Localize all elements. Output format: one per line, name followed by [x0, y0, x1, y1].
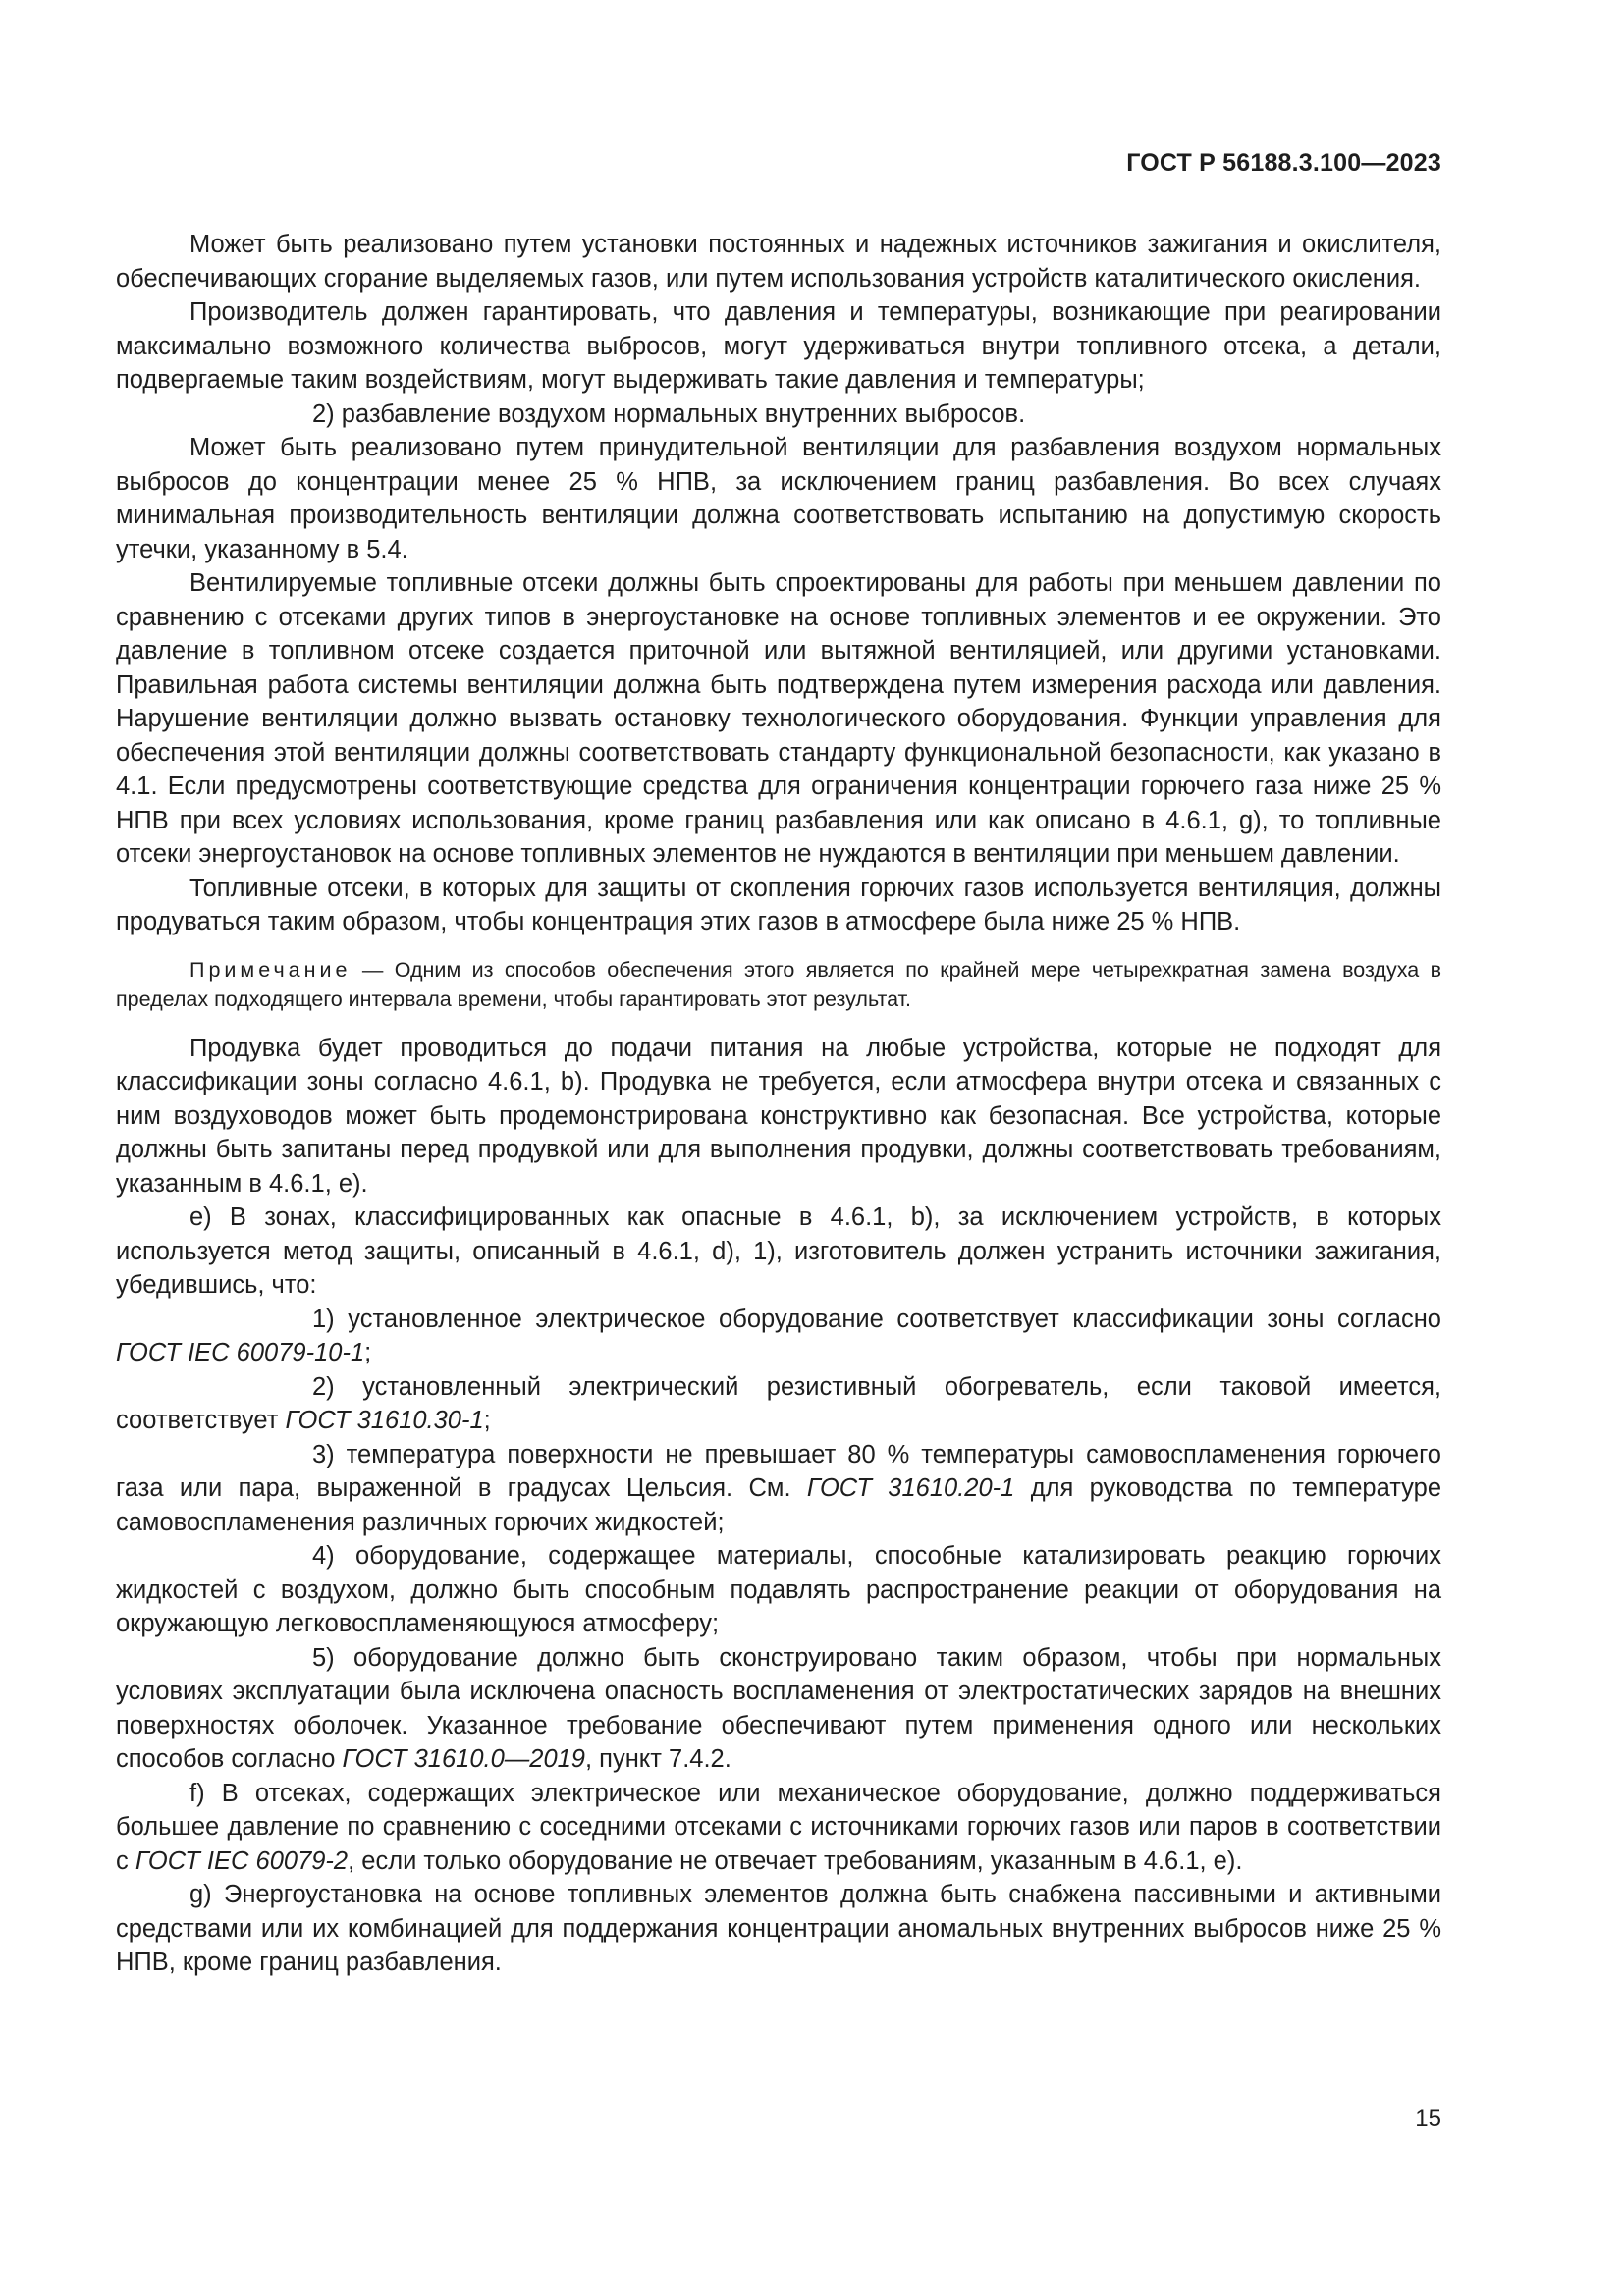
list-item — [116, 1303, 1441, 1370]
paragraph: е) В зонах, классифицированных как опасные в 4.6.1, b), за исключением устройств, в которых используется метод защиты, описанный в 4.6.1, d), 1), изготовитель должен устранить источники зажигания, убедившись, что: — [116, 1203, 1441, 1299]
list-item-text: 3) температура поверхности не превышает 80 % температуры самовоспламенения горючего газа или пара, выраженной в градусах Цельсия. См. — [116, 1440, 1441, 1502]
standard-reference: ГОСТ 31610.20-1 — [806, 1474, 1015, 1502]
page-number: 15 — [1415, 2106, 1441, 2132]
paragraph: Продувка будет проводиться до подачи питания на любые устройства, которые не подходят для классификации зоны согласно 4.6.1, b). Продувка не требуется, если атмосфера внутри отсека и связанных с ним воздуховодов может быть продемонстрирована конструктивно как безопасная. Все устройства, которые должны быть запитаны перед продувкой или для выполнения продувки, должны соответствовать требованиям, указанным в 4.6.1, е). — [116, 1034, 1441, 1198]
paragraph: Может быть реализовано путем принудительной вентиляции для разбавления воздухом нормальных выбросов до концентрации менее 25 % НПВ, за исключением границ разбавления. Во всех случаях минимальная производительность вентиляции должна соответствовать испытанию на допустимую скорость утечки, указанному в 5.4. — [116, 434, 1441, 563]
paragraph: Топливные отсеки, в которых для защиты от скопления горючих газов используется вентиляция, должны продуваться таким образом, чтобы концентрация этих газов в атмосфере была ниже 25 % НПВ. — [116, 874, 1441, 935]
list-item-text: 2) установленный электрический резистивный обогреватель, если таковой имеется, соответствует — [116, 1372, 1441, 1434]
note-label: Примечание — [189, 957, 352, 982]
note-text: — Одним из способов обеспечения этого является по крайней мере четырехкратная замена воздуха в пределах подходящего интервала времени, чтобы гарантировать этот результат. — [116, 957, 1441, 1011]
document-body — [116, 228, 1441, 1980]
standard-reference: ГОСТ IEC 60079-10-1 — [116, 1339, 365, 1366]
list-item-text: для руководства по температуре самовоспламенения различных горючих жидкостей; — [116, 1474, 1441, 1536]
list-item-text: ; — [483, 1407, 491, 1434]
document-header-id: ГОСТ Р 56188.3.100—2023 — [1126, 149, 1441, 177]
paragraph-text: , если только оборудование не отвечает требованиям, указанным в 4.6.1, е). — [348, 1846, 1243, 1875]
standard-reference: ГОСТ 31610.0—2019 — [342, 1745, 585, 1773]
list-item — [116, 1438, 1441, 1540]
list-item-text: , пункт 7.4.2. — [585, 1745, 731, 1773]
list-item: 2) разбавление воздухом нормальных внутренних выбросов. — [312, 400, 1026, 428]
paragraph-text: f) В отсеках, содержащих электрическое или механическое оборудование, должно поддерживаться большее давление по сравнению с соседними отсеками с источниками горючих газов или паров в соответствии с — [116, 1779, 1441, 1875]
paragraph: Производитель должен гарантировать, что давления и температуры, возникающие при реагировании максимально возможного количества выбросов, могут удерживаться внутри топливного отсека, а детали, подвергаемые таким воздействиям, могут выдерживать такие давления и температуры; — [116, 298, 1441, 394]
paragraph — [116, 1777, 1441, 1879]
list-item: 4) оборудование, содержащее материалы, способные катализировать реакцию горючих жидкостей с воздухом, должно быть способным подавлять распространение реакции от оборудования на окружающую легковоспламеняющуюся атмосферу; — [116, 1542, 1441, 1637]
paragraph: Вентилируемые топливные отсеки должны быть спроектированы для работы при меньшем давлении по сравнению с отсеками других типов в энергоустановке на основе топливных элементов и ее окружении. Это давление в топливном отсеке создается приточной или вытяжной вентиляцией, или другими установками. Правильная работа системы вентиляции должна быть подтверждена путем измерения расхода или давления. Нарушение вентиляции должно вызвать остановку технологического оборудования. Функции управления для обеспечения этой вентиляции должны соответствовать стандарту функциональной безопасности, как указано в 4.1. Если предусмотрены соответствующие средства для ограничения концентрации горючего газа ниже 25 % НПВ при всех условиях использования, кроме границ разбавления или как описано в 4.6.1, g), то топливные отсеки энергоустановок на основе топливных элементов не нуждаются в вентиляции при меньшем давлении. — [116, 569, 1441, 868]
standard-reference: ГОСТ IEC 60079-2 — [135, 1846, 349, 1875]
list-item — [116, 1370, 1441, 1438]
note — [116, 955, 1441, 1014]
list-item-text: 1) установленное электрическое оборудование соответствует классификации зоны согласно — [312, 1305, 1441, 1333]
standard-reference: ГОСТ 31610.30-1 — [285, 1407, 484, 1434]
list-item-text: ; — [364, 1339, 372, 1366]
paragraph: g) Энергоустановка на основе топливных элементов должна быть снабжена пассивными и активными средствами или их комбинацией для поддержания концентрации аномальных внутренних выбросов ниже 25 % НПВ, кроме границ разбавления. — [116, 1881, 1441, 1976]
paragraph: Может быть реализовано путем установки постоянных и надежных источников зажигания и окислителя, обеспечивающих сгорание выделяемых газов, или путем использования устройств каталитического окисления. — [116, 231, 1441, 293]
list-item-text: 5) оборудование должно быть сконструировано таким образом, чтобы при нормальных условиях эксплуатации была исключена опасность воспламенения от электростатических зарядов на внешних поверхностях оболочек. Указанное требование обеспечивают путем применения одного или нескольких способов согласно — [116, 1643, 1441, 1773]
list-item — [116, 1641, 1441, 1777]
